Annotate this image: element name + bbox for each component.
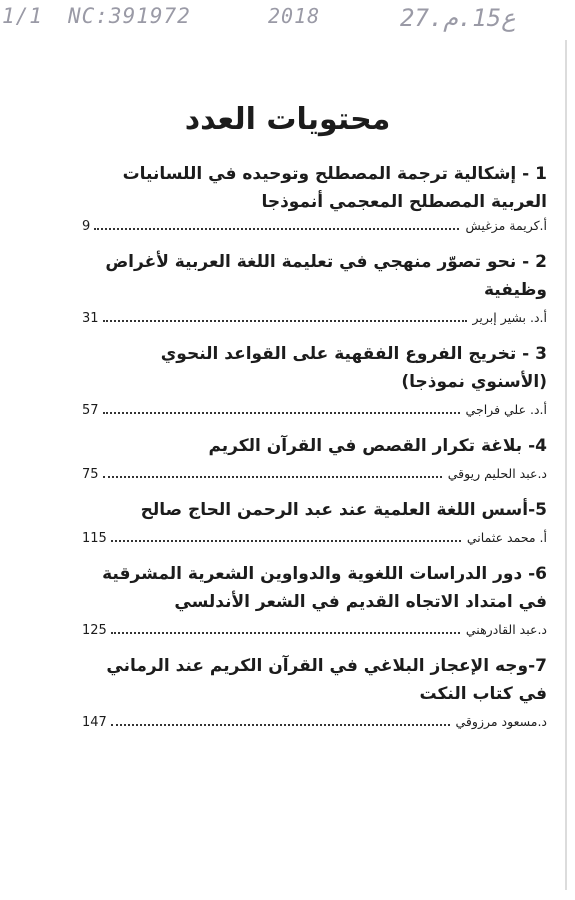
toc-entry-title: 4- بلاغة تكرار القصص في القرآن الكريم [208,436,547,456]
toc-entry-meta [82,218,547,240]
dot-leader [103,411,460,414]
toc-entry-meta [82,714,547,736]
toc-entry-author: د.مسعود مرزوقي [455,714,547,729]
toc-entry-author: د.عبد الحليم ريوقي [447,466,547,481]
stamp-issue: 27.ع15.م [400,4,516,32]
handwritten-stamp-row [0,0,575,44]
toc-entry-title: 2 - نحو تصوّر منهجي في تعليمة اللغة العربية لأغراض وظيفية [105,252,547,300]
toc-entry-title: 7-وجه الإعجاز البلاغي في القرآن الكريم عند الرماني في كتاب النكت [106,656,547,704]
toc-entry-author: أ. محمد عثماني [466,530,547,545]
toc-entry [82,652,547,736]
toc-entry-meta [82,402,547,424]
toc-entry-meta [82,466,547,488]
toc-entry-meta [82,530,547,552]
dot-leader [103,319,467,322]
toc-entry-title: 5-أسس اللغة العلمية عند عبد الرحمن الحاج صالح [140,500,547,520]
page-edge [565,40,567,890]
page-title: محتويات العدد [184,102,391,137]
toc-entry-title: 6- دور الدراسات اللغوية والدواوين الشعرية المشرقية في امتداد الاتجاه القديم في الشعر الأندلسي [102,564,547,612]
dot-leader [111,539,461,542]
toc-entry-author: أ.د. علي فراجي [465,402,547,417]
dot-leader [111,723,450,726]
dot-leader [111,631,460,634]
toc-entry [82,340,547,424]
toc-entry [82,160,547,240]
toc-entry [82,248,547,332]
toc-entry-page: 115 [82,531,107,546]
stamp-year: 2018 [268,4,321,28]
toc-entry-title: 1 - إشكالية ترجمة المصطلح وتوحيده في اللسانيات العربية المصطلح المعجمي أنموذجا [122,164,547,212]
toc-entry-page: 147 [82,715,107,730]
toc-entry-page: 9 [82,219,91,234]
dot-leader [103,475,442,478]
toc-entry-author: أ.كريمة مزغيش [465,218,547,233]
toc-entry-author: أ.د. بشير إبرير [472,310,547,325]
toc-entry-author: د.عبد القادرهني [465,622,547,637]
stamp-volume: 1/1 [2,4,43,28]
toc-entry [82,432,547,488]
toc-entry [82,560,547,644]
toc-entry [82,496,547,552]
dot-leader [94,227,459,230]
toc-entry-title: 3 - تخريج الفروع الفقهية على القواعد النحوي (الأسنوي نموذجا) [160,344,547,392]
toc-entry-page: 57 [82,403,99,418]
toc-entry-meta [82,622,547,644]
toc-entry-page: 31 [82,311,99,326]
toc-entry-page: 75 [82,467,99,482]
table-of-contents [82,160,547,736]
toc-entry-meta [82,310,547,332]
toc-entry-page: 125 [82,623,107,638]
stamp-code: NC:391972 [68,4,191,28]
